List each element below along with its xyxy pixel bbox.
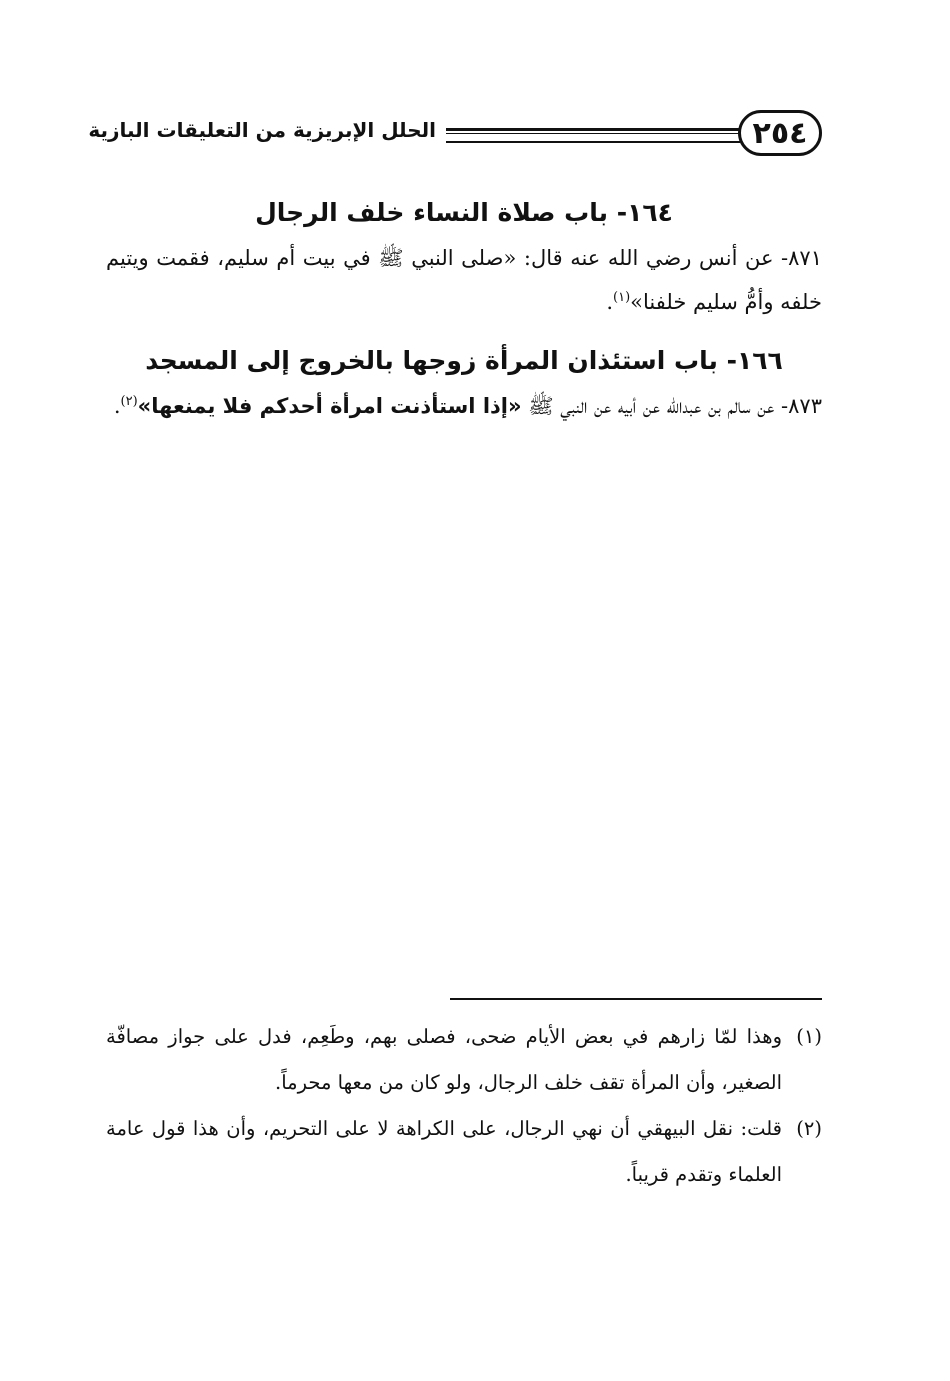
- running-title: الحلل الإبريزية من التعليقات البازية: [88, 118, 436, 142]
- footnotes: [106, 1014, 822, 1198]
- footnote-ref-2: (٢): [120, 394, 138, 409]
- footnote-separator: [450, 998, 822, 1000]
- footnote-2-marker: (٢): [796, 1117, 822, 1140]
- footnote-1: [106, 1014, 822, 1106]
- chapter-heading-166: ١٦٦- باب استئذان المرأة زوجها بالخروج إلى المسجد: [145, 346, 783, 375]
- hadith-871-end: .: [606, 290, 614, 314]
- hadith-871: [106, 236, 822, 324]
- page-header: [88, 110, 822, 160]
- hadith-871-text: ٨٧١- عن أنس رضي الله عنه قال: «صلى النبي ﷺ في بيت أم سليم، فقمت ويتيم خلفه وأمُّ سليم خلفنا»: [106, 246, 822, 314]
- hadith-873-end: .: [113, 394, 121, 418]
- main-text: [106, 190, 822, 442]
- hadith-873-quote: «إذا استأذنت امرأة أحدكم فلا يمنعها»: [137, 394, 522, 418]
- footnote-2-text: قلت: نقل البيهقي أن نهي الرجال، على الكراهة لا على التحريم، وأن هذا قول عامة العلماء وتقدم قريباً.: [106, 1117, 782, 1186]
- footnote-1-text: وهذا لمّا زارهم في بعض الأيام ضحى، فصلى بهم، وطَعِم، فدل على جواز مصافّة الصغير، وأن المرأة تقف خلف الرجال، ولو كان من معها محرماً.: [106, 1025, 782, 1094]
- footnote-2: [106, 1106, 822, 1198]
- page-number: ٢٥٤: [738, 110, 822, 156]
- header-rule: [446, 128, 740, 143]
- chapter-heading-164: ١٦٤- باب صلاة النساء خلف الرجال: [255, 198, 673, 227]
- footnote-1-marker: (١): [796, 1025, 822, 1048]
- hadith-873-text: ٨٧٣- عن سالم بن عبدالله عن أبيه عن النبي ﷺ: [521, 394, 822, 418]
- footnote-ref-1: (١): [613, 290, 631, 305]
- hadith-873: [106, 384, 822, 428]
